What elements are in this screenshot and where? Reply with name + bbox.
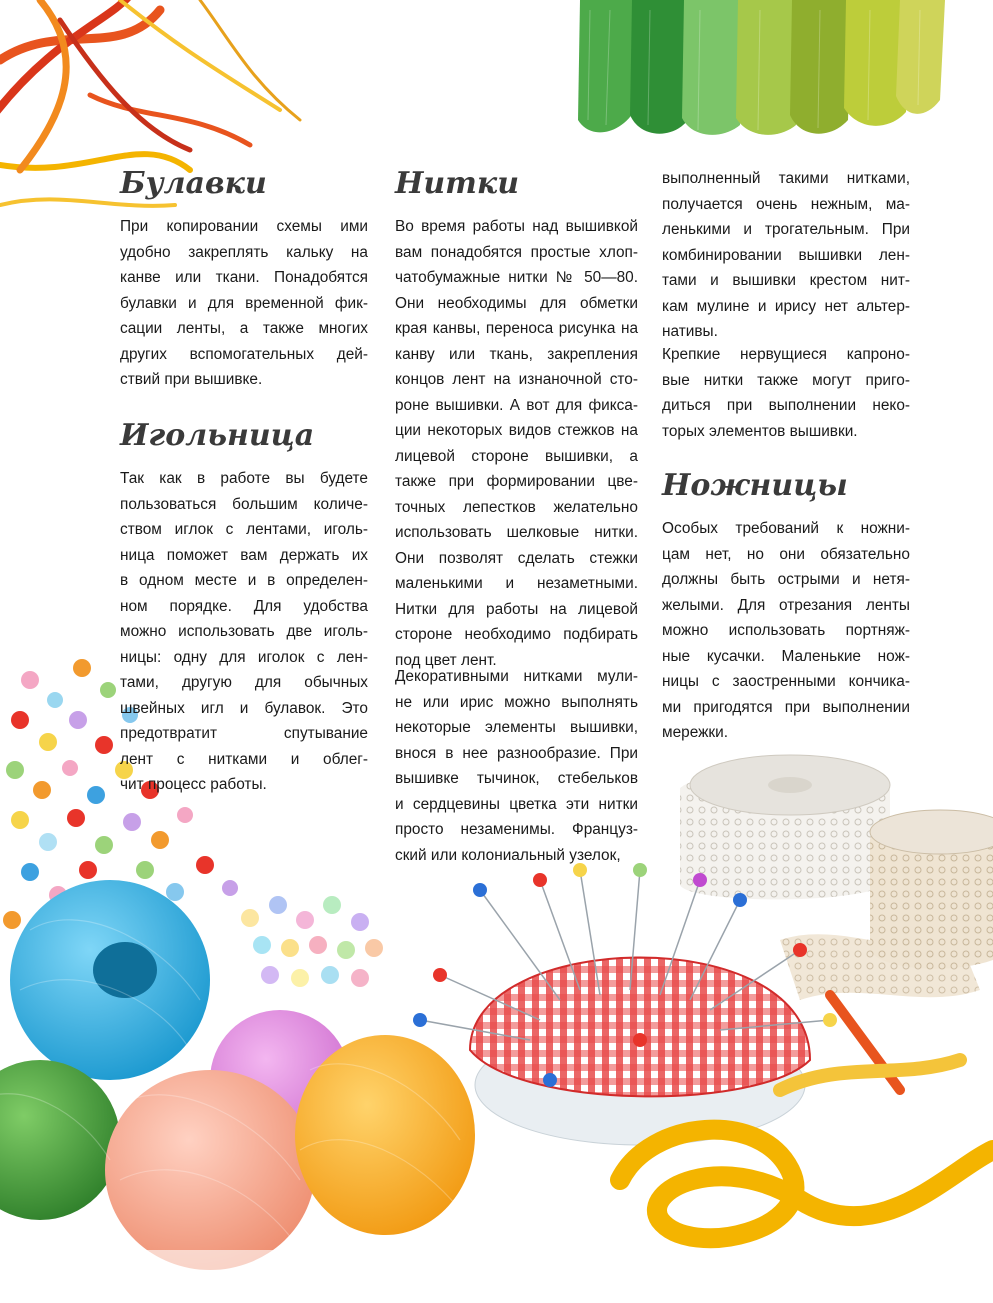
text-line: Во время работы над вышивкой: [395, 218, 638, 235]
embroidery-floss-icon: [578, 0, 945, 135]
text-line: желыми. Для отрезания ленты: [662, 596, 910, 614]
text-line: Так как в работе вы будете: [120, 470, 368, 487]
text-line: Нитки для работы на лицевой: [395, 600, 638, 618]
text-line: ством иглок с лентами, иголь-: [120, 521, 368, 538]
lace-ribbons-icon: [680, 755, 993, 1000]
paragraph-bulavki: [120, 214, 368, 393]
text-line: чит процесс работы.: [120, 776, 267, 793]
text-line: канве или ткани. Понадобятся: [120, 269, 368, 286]
text-line: ствий при вышивке.: [120, 371, 263, 388]
text-line: в одном месте и в определен-: [120, 572, 368, 589]
text-line: края канвы, переноса рисунка на: [395, 320, 638, 337]
text-line: булавки и для временной фик-: [120, 294, 368, 312]
text-line: предотвратит спутывание: [120, 725, 368, 742]
text-line: некоторые элементы вышивки,: [395, 719, 638, 736]
text-line: ные кусачки. Маленькие нож-: [662, 647, 910, 665]
text-line: Они необходимы для обметки: [395, 294, 638, 312]
text-line: точных лепестков желательно: [395, 498, 638, 516]
text-line: не или ирис можно выполнять: [395, 693, 638, 711]
text-line: торых элементов вышивки.: [662, 422, 858, 440]
text-line: швейных игл и булавок. Это: [120, 699, 368, 717]
text-line: концов лент на изнаночной сто-: [395, 371, 638, 388]
yarn-balls-icon: [0, 880, 500, 1303]
text-line: получается очень нежным, ма-: [662, 195, 910, 213]
text-line: просто незаменимы. Француз-: [395, 821, 638, 838]
text-line: комбинировании вышивки лен-: [662, 246, 910, 264]
text-line: и сердцевины цветка эти нитки: [395, 795, 638, 813]
text-line: внося в нее разнообразие. При: [395, 744, 638, 762]
text-line: ленькими и трогательным. При: [662, 221, 910, 238]
text-line: ницы: одну для иголок с лен-: [120, 648, 368, 666]
text-line: Особых требований к ножни-: [662, 520, 910, 537]
text-line: можно использовать две иголь-: [120, 623, 368, 640]
text-line: канву или ткань, закрепления: [395, 345, 638, 363]
text-line: чатобумажные нитки № 50—80.: [395, 269, 638, 286]
text-line: диться при выполнении неко-: [662, 397, 910, 414]
pincushion-icon: [413, 863, 837, 1145]
text-line: тами, другую для обычных: [120, 674, 368, 691]
text-line: нативы.: [662, 323, 718, 340]
text-line: стороне необходимо подбирать: [395, 626, 638, 643]
text-line: ции некоторых видов стежков на: [395, 422, 638, 439]
text-line: ница поможет вам держать их: [120, 546, 368, 564]
text-line: вые нитки также могут приго-: [662, 371, 910, 389]
text-line: Крепкие нервущиеся капроно-: [662, 346, 910, 363]
paragraph-nitki-2-continued: [662, 166, 910, 345]
text-line: Декоративными нитками мули-: [395, 668, 638, 685]
text-line: вышивке тычинок, стебельков: [395, 770, 638, 787]
text-line: лицевой стороне вышивки, а: [395, 447, 638, 465]
text-line: других вспомогательных дей-: [120, 345, 368, 363]
text-line: маленькими и незаметными.: [395, 575, 638, 592]
text-line: тами и вышивки крестом нит-: [662, 272, 910, 289]
heading-nitki: Нитки: [395, 166, 520, 201]
text-line: должны быть острыми и нетя-: [662, 571, 910, 588]
text-line: Они позволят сделать стежки: [395, 549, 638, 567]
heading-igolnitsa: Игольница: [120, 418, 315, 453]
paragraph-nitki-2: [395, 664, 638, 868]
text-line: под цвет лент.: [395, 651, 497, 669]
text-line: цам нет, но они обязательно: [662, 545, 910, 563]
text-line: При копировании схемы ими: [120, 218, 368, 235]
heading-nozhnitsy: Ножницы: [662, 468, 848, 503]
text-line: лент с нитками и облег-: [120, 750, 368, 768]
text-line: ский или колониальный узелок,: [395, 846, 621, 864]
text-line: выполненный такими нитками,: [662, 170, 910, 187]
text-line: удобно закреплять кальку на: [120, 243, 368, 261]
paragraph-nozhnitsy: [662, 516, 910, 746]
paragraph-igolnitsa: [120, 466, 368, 798]
text-line: можно использовать портняж-: [662, 622, 910, 639]
text-line: роне вышивки. А вот для фикса-: [395, 396, 638, 414]
text-line: мережки.: [662, 724, 728, 741]
heading-bulavki: Булавки: [120, 166, 267, 201]
text-line: сации ленты, а также многих: [120, 320, 368, 337]
text-line: ми пригодятся при выполнении: [662, 698, 910, 716]
text-line: ном порядке. Для удобства: [120, 597, 368, 615]
paragraph-nitki-3: [662, 342, 910, 444]
text-line: использовать шелковые нитки.: [395, 524, 638, 541]
paragraph-nitki-1: [395, 214, 638, 673]
text-line: также при формировании цве-: [395, 473, 638, 490]
text-line: пользоваться большим количе-: [120, 495, 368, 513]
text-line: вам понадобятся простые хлоп-: [395, 243, 638, 261]
text-line: ницы с заостренными кончика-: [662, 673, 910, 690]
text-line: кам мулине и ирису нет альтер-: [662, 297, 910, 315]
